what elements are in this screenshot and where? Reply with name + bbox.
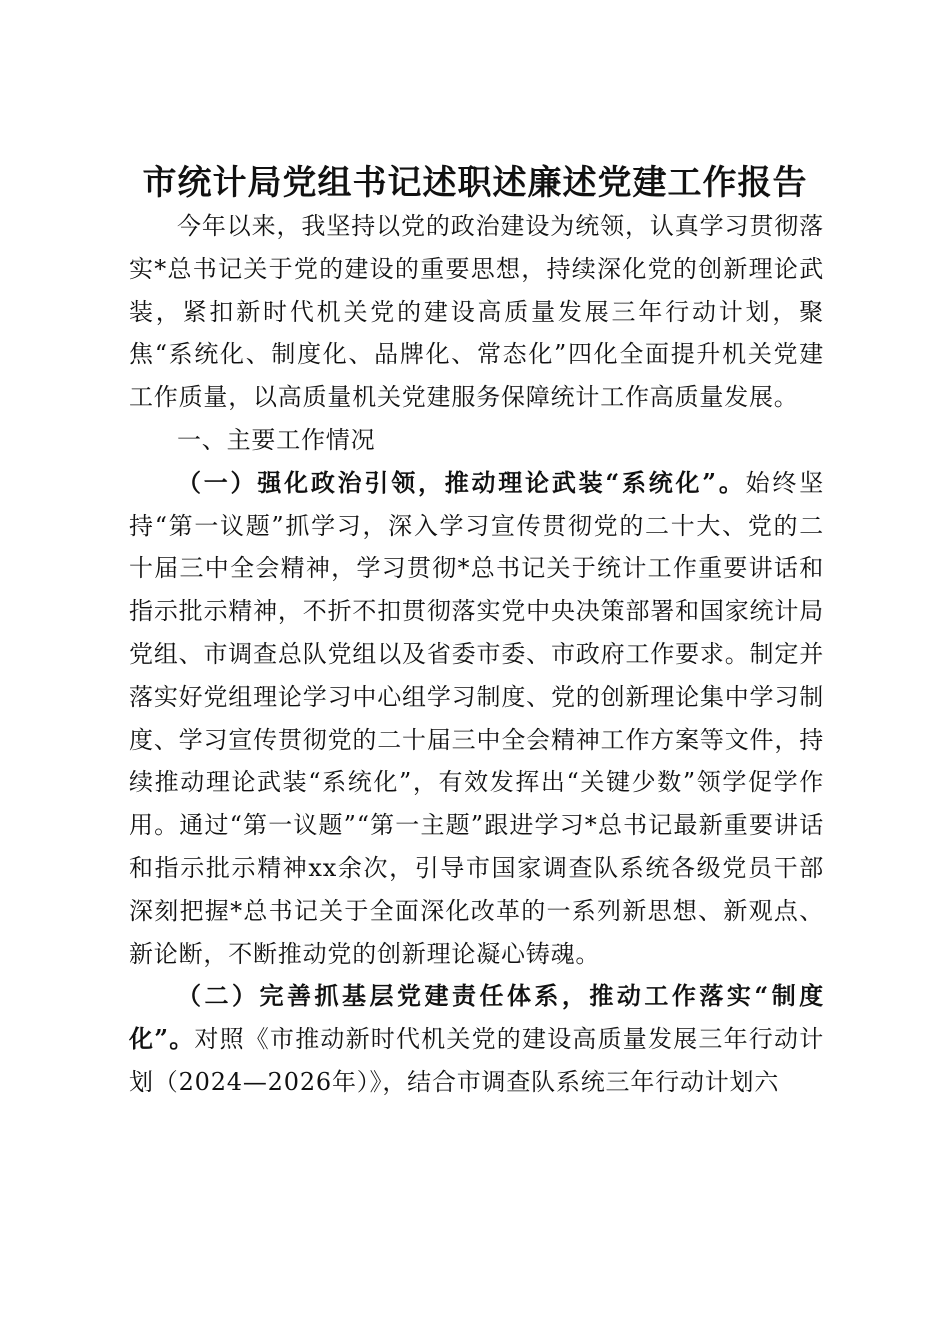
document-title: 市统计局党组书记述职述廉述党建工作报告 — [142, 162, 808, 203]
paragraph-1 — [129, 462, 824, 976]
paragraph-1-body: 始终坚持“第一议题”抓学习，深入学习宣传贯彻党的二十大、党的二十届三中全会精神，学习贯彻*总书记关于统计工作重要讲话和指示批示精神，不折不扣贯彻落实党中央决策部署和国家统计局党组、市调查总队党组以及省委市委、市政府工作要求。制定并落实好党组理论学习中心组学习制度、党的创新理论集中学习制度、学习宣传贯彻党的二十届三中全会精神工作方案等文件，持续推动理论武装“系统化”，有效发挥出“关键少数”领学促学作用。通过“第一议题”“第一主题”跟进学习*总书记最新重要讲话和指示批示精神xx余次，引导市国家调查队系统各级党员干部深刻把握*总书记关于全面深化改革的一系列新思想、新观点、新论断，不断推动党的创新理论凝心铸魂。 — [129, 468, 824, 968]
paragraph-2-heading: （二）完善抓基层党建责任体系，推动工作落实“制度化”。 — [129, 981, 824, 1054]
intro-paragraph: 今年以来，我坚持以党的政治建设为统领，认真学习贯彻落实*总书记关于党的建设的重要思想，持续深化党的创新理论武装，紧扣新时代机关党的建设高质量发展三年行动计划，聚焦“系统化、制度化、品牌化、常态化”四化全面提升机关党建工作质量，以高质量机关党建服务保障统计工作高质量发展。 — [129, 212, 824, 412]
paragraph-2-body: 对照《市推动新时代机关党的建设高质量发展三年行动计划（2024—2026年）》，结合市调查队系统三年行动计划六 — [129, 1025, 824, 1096]
paragraph-2 — [129, 975, 824, 1103]
section-heading: 一、主要工作情况 — [177, 425, 376, 454]
document-body — [129, 205, 824, 1104]
paragraph-1-heading: （一）强化政治引领，推动理论武装“系统化”。 — [177, 467, 746, 497]
